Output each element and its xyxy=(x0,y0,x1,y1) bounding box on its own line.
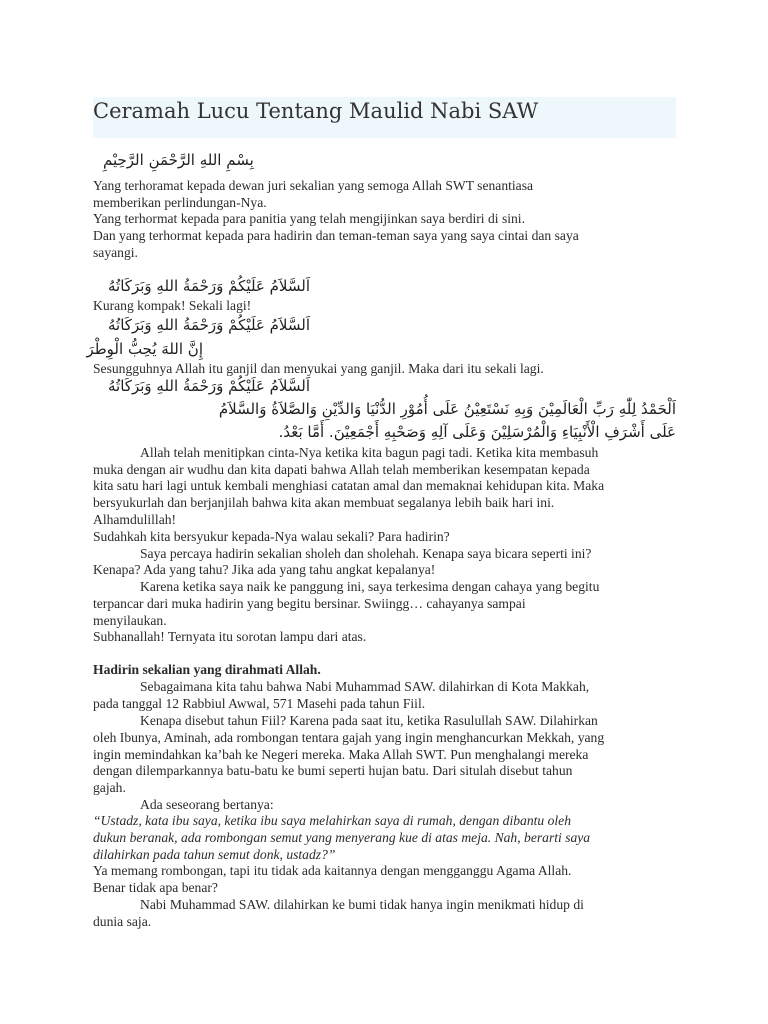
salam-text: اَلسَّلاَمُ عَلَيْكُمْ وَرَحْمَةُ اللهِ وَبَرَكَاتُهُ xyxy=(108,377,310,395)
text-line: Yang terhoramat kepada dewan juri sekalian yang semoga Allah SWT senantiasa xyxy=(93,178,534,193)
text-line: ingin memindahkan ka’bah ke Negeri mereka. Maka Allah SWT. Pun menghalangi mereka xyxy=(93,747,589,762)
text-line: Sudahkah kita bersyukur kepada-Nya walau sekali? Para hadirin? xyxy=(93,529,450,544)
text-line: Ada seseorang bertanya: xyxy=(140,797,274,812)
text-line: Nabi Muhammad SAW. dilahirkan ke bumi tidak hanya ingin menikmati hidup di xyxy=(140,897,584,912)
text-line: terpancar dari muka hadirin yang begitu bersinar. Swiingg… cahayanya sampai xyxy=(93,596,526,611)
text-line: Allah telah menitipkan cinta-Nya ketika kita bagun pagi tadi. Ketika kita membasuh xyxy=(140,445,599,460)
text-line: Sesungguhnya Allah itu ganjil dan menyukai yang ganjil. Maka dari itu sekali lagi. xyxy=(93,361,544,376)
text-line: bersyukurlah dan berjanjilah bahwa kita akan membuat segalanya lebih baik hari ini. xyxy=(93,495,555,510)
text-line: Saya percaya hadirin sekalian sholeh dan sholehah. Kenapa saya bicara seperti ini? xyxy=(140,546,592,561)
text-line: muka dengan air wudhu dan kita dapati bahwa Allah telah memberikan kesempatan kepada xyxy=(93,462,590,477)
text-line: Karena ketika saya naik ke panggung ini, saya terkesima dengan cahaya yang begitu xyxy=(140,579,600,594)
text-line: Alhamdulillah! xyxy=(93,512,177,527)
text-line: Benar tidak apa benar? xyxy=(93,880,218,895)
text-line: kita satu hari lagi untuk kembali menghiasi catatan amal dan memaknai kehidupan kita. Maka xyxy=(93,478,605,493)
text-line: dunia saja. xyxy=(93,914,152,929)
text-line: dengan dilemparkannya batu-batu ke bumi seperti hujan batu. Dari situlah disebut tahun xyxy=(93,763,573,778)
text-line: oleh Ibunya, Aminah, ada rombongan tentara gajah yang ingin menghancurkan Mekkah, yang xyxy=(93,730,605,745)
text-line: pada tanggal 12 Rabbiul Awwal, 571 Masehi pada tahun Fiil. xyxy=(93,696,426,711)
text-line: Yang terhormat kepada para panitia yang telah mengijinkan saya berdiri di sini. xyxy=(93,211,525,226)
text-line: Subhanallah! Ternyata itu sorotan lampu dari atas. xyxy=(93,629,367,644)
text-line: Sebagaimana kita tahu bahwa Nabi Muhammad SAW. dilahirkan di Kota Makkah, xyxy=(140,679,590,694)
text-line: memberikan perlindungan-Nya. xyxy=(93,195,267,210)
text-line: Kenapa disebut tahun Fiil? Karena pada saat itu, ketika Rasulullah SAW. Dilahirkan xyxy=(140,713,598,728)
page-title: Ceramah Lucu Tentang Maulid Nabi SAW xyxy=(93,99,539,123)
quote-line: “Ustadz, kata ibu saya, ketika ibu saya melahirkan saya di rumah, dengan dibantu oleh xyxy=(93,813,571,828)
quote-line: dilahirkan pada tahun semut donk, ustadz?” xyxy=(93,847,336,862)
hamdalah-line-1: اَلْحَمْدُ لِلّٰهِ رَبِّ الْعَالَمِيْنَ وَبِهِ نَسْتَعِيْنُ عَلَى أُمُوْرِ الدُّنْيَا وَالدِّيْنِ وَالصَّلاَةُ وَالسَّلاَمُ xyxy=(218,400,676,418)
text-line: Dan yang terhormat kepada para hadirin dan teman-teman saya yang saya cintai dan saya xyxy=(93,228,579,243)
text-line: Kenapa? Ada yang tahu? Jika ada yang tahu angkat kepalanya! xyxy=(93,562,436,577)
basmalah-text: بِسْمِ اللهِ الرَّحْمَنِ الرَّحِيْمِ xyxy=(103,151,254,169)
text-line: menyilaukan. xyxy=(93,613,167,628)
text-line: sayangi. xyxy=(93,245,138,260)
hadith-text: إِنَّ اللهَ يُحِبُّ الْوِطْرَ xyxy=(86,340,203,358)
text-line: Ya memang rombongan, tapi itu tidak ada kaitannya dengan mengganggu Agama Allah. xyxy=(93,863,572,878)
salam-text: اَلسَّلاَمُ عَلَيْكُمْ وَرَحْمَةُ اللهِ وَبَرَكَاتُهُ xyxy=(108,277,310,295)
hamdalah-line-2: عَلَى أَشْرَفِ الْأَنْبِيَاءِ وَالْمُرْسَلِيْنَ وَعَلَى آلِهِ وَصَحْبِهِ أَجْمَعِيْنَ. أَمَّا بَعْدُ. xyxy=(278,423,676,441)
text-line: Kurang kompak! Sekali lagi! xyxy=(93,298,252,313)
salam-text: اَلسَّلاَمُ عَلَيْكُمْ وَرَحْمَةُ اللهِ وَبَرَكَاتُهُ xyxy=(108,316,310,334)
quote-line: dukun beranak, ada rombongan semut yang menyerang kue di atas meja. Nah, berarti saya xyxy=(93,830,591,845)
section-heading: Hadirin sekalian yang dirahmati Allah. xyxy=(93,662,321,677)
text-line: gajah. xyxy=(93,780,126,795)
